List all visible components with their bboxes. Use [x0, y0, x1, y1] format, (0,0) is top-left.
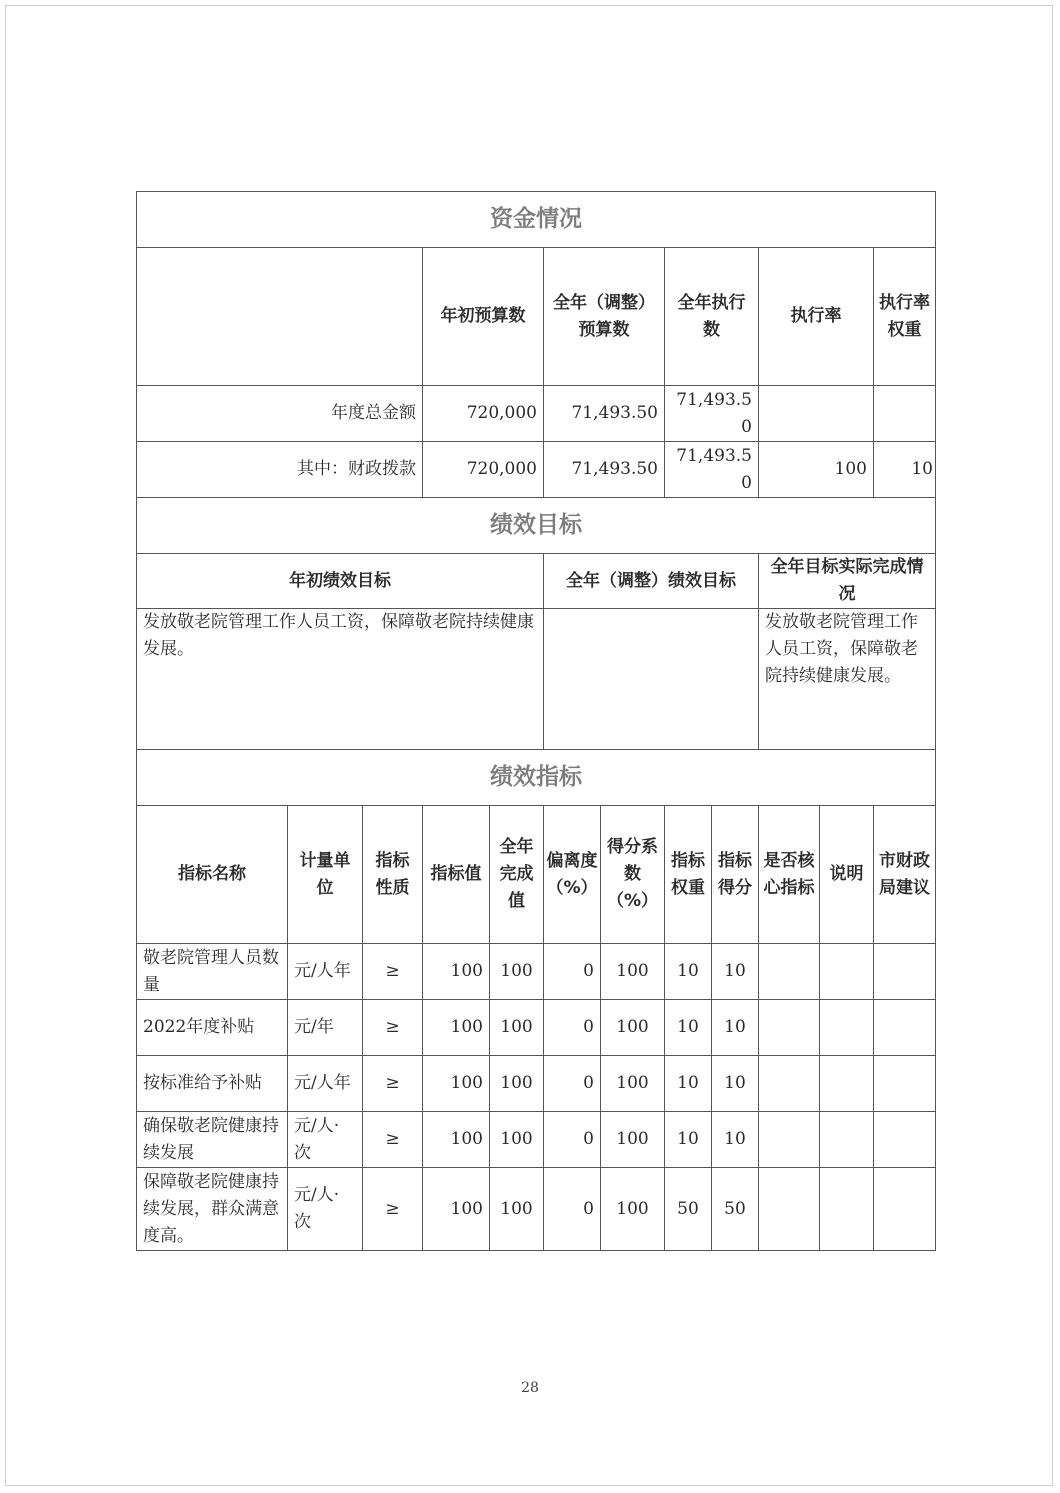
ind-header-unit: 计量单位 — [288, 806, 363, 944]
funds-initial-value: 720,000 — [423, 442, 544, 498]
funds-executed-value: 71,493.50 — [665, 442, 759, 498]
ind-nature: ≥ — [363, 1000, 423, 1056]
goals-initial-text: 发放敬老院管理工作人员工资，保障敬老院持续健康发展。 — [137, 609, 544, 750]
ind-completed: 100 — [490, 1168, 544, 1251]
ind-score: 10 — [712, 1112, 759, 1168]
ind-header-advice: 市财政局建议 — [874, 806, 936, 944]
funds-rate-value — [759, 386, 874, 442]
ind-coef: 100 — [601, 1168, 665, 1251]
ind-header-coef: 得分系数（%） — [601, 806, 665, 944]
funds-header-blank — [137, 248, 423, 386]
ind-advice — [874, 944, 936, 1000]
funds-header-executed: 全年执行数 — [665, 248, 759, 386]
ind-weight: 10 — [665, 1112, 712, 1168]
funds-weight-value — [874, 386, 936, 442]
funds-header-initial: 年初预算数 — [423, 248, 544, 386]
ind-completed: 100 — [490, 1056, 544, 1112]
ind-coef: 100 — [601, 1112, 665, 1168]
funds-header-row — [137, 248, 936, 386]
ind-completed: 100 — [490, 944, 544, 1000]
funds-adjusted-value: 71,493.50 — [544, 442, 665, 498]
ind-nature: ≥ — [363, 1112, 423, 1168]
funds-section-title: 资金情况 — [137, 192, 936, 248]
ind-deviation: 0 — [544, 944, 601, 1000]
ind-unit: 元/人·次 — [288, 1168, 363, 1251]
ind-nature: ≥ — [363, 1168, 423, 1251]
ind-unit: 元/人·次 — [288, 1112, 363, 1168]
indicators-section-title: 绩效指标 — [137, 750, 936, 806]
ind-core — [759, 1056, 820, 1112]
ind-unit: 元/人年 — [288, 944, 363, 1000]
ind-header-value: 指标值 — [423, 806, 490, 944]
ind-score: 50 — [712, 1168, 759, 1251]
ind-header-note: 说明 — [820, 806, 874, 944]
ind-core — [759, 1168, 820, 1251]
ind-name: 敬老院管理人员数量 — [137, 944, 288, 1000]
goals-header-initial: 年初绩效目标 — [137, 554, 544, 609]
ind-completed: 100 — [490, 1000, 544, 1056]
indicator-row — [137, 944, 936, 1000]
ind-nature: ≥ — [363, 944, 423, 1000]
ind-note — [820, 1000, 874, 1056]
goals-header-row — [137, 554, 936, 609]
ind-deviation: 0 — [544, 1000, 601, 1056]
goals-section-title: 绩效目标 — [137, 498, 936, 554]
ind-header-score: 指标得分 — [712, 806, 759, 944]
ind-nature: ≥ — [363, 1056, 423, 1112]
ind-core — [759, 944, 820, 1000]
funds-executed-value: 71,493.50 — [665, 386, 759, 442]
performance-form — [136, 191, 936, 1251]
indicator-row — [137, 1112, 936, 1168]
ind-advice — [874, 1000, 936, 1056]
ind-coef: 100 — [601, 944, 665, 1000]
ind-weight: 50 — [665, 1168, 712, 1251]
ind-weight: 10 — [665, 944, 712, 1000]
ind-header-name: 指标名称 — [137, 806, 288, 944]
funds-row-label: 年度总金额 — [137, 386, 423, 442]
ind-value: 100 — [423, 1000, 490, 1056]
indicator-row — [137, 1168, 936, 1251]
indicator-row — [137, 1056, 936, 1112]
funds-rate-value: 100 — [759, 442, 874, 498]
indicators-header-row — [137, 806, 936, 944]
ind-value: 100 — [423, 1168, 490, 1251]
ind-value: 100 — [423, 1056, 490, 1112]
ind-weight: 10 — [665, 1056, 712, 1112]
funds-row-total — [137, 386, 936, 442]
funds-header-weight: 执行率权重 — [874, 248, 936, 386]
ind-name: 保障敬老院健康持续发展，群众满意度高。 — [137, 1168, 288, 1251]
goals-header-adjusted: 全年（调整）绩效目标 — [544, 554, 759, 609]
ind-score: 10 — [712, 944, 759, 1000]
ind-score: 10 — [712, 1056, 759, 1112]
funds-initial-value: 720,000 — [423, 386, 544, 442]
ind-deviation: 0 — [544, 1056, 601, 1112]
goals-adjusted-text — [544, 609, 759, 750]
ind-advice — [874, 1056, 936, 1112]
ind-note — [820, 1112, 874, 1168]
page-number: 28 — [521, 1380, 539, 1396]
ind-note — [820, 1168, 874, 1251]
goals-actual-text: 发放敬老院管理工作人员工资，保障敬老院持续健康发展。 — [759, 609, 936, 750]
indicator-row — [137, 1000, 936, 1056]
goals-content-row — [137, 609, 936, 750]
funds-weight-value: 10 — [874, 442, 936, 498]
ind-advice — [874, 1168, 936, 1251]
ind-name: 按标准给予补贴 — [137, 1056, 288, 1112]
ind-value: 100 — [423, 1112, 490, 1168]
ind-core — [759, 1112, 820, 1168]
ind-coef: 100 — [601, 1056, 665, 1112]
ind-header-weight: 指标权重 — [665, 806, 712, 944]
ind-weight: 10 — [665, 1000, 712, 1056]
ind-unit: 元/人年 — [288, 1056, 363, 1112]
funds-header-adjusted: 全年（调整）预算数 — [544, 248, 665, 386]
ind-advice — [874, 1112, 936, 1168]
ind-score: 10 — [712, 1000, 759, 1056]
ind-deviation: 0 — [544, 1112, 601, 1168]
ind-unit: 元/年 — [288, 1000, 363, 1056]
ind-completed: 100 — [490, 1112, 544, 1168]
funds-adjusted-value: 71,493.50 — [544, 386, 665, 442]
funds-row-fiscal — [137, 442, 936, 498]
ind-header-nature: 指标性质 — [363, 806, 423, 944]
ind-value: 100 — [423, 944, 490, 1000]
ind-header-core: 是否核心指标 — [759, 806, 820, 944]
ind-name: 2022年度补贴 — [137, 1000, 288, 1056]
funds-header-rate: 执行率 — [759, 248, 874, 386]
ind-header-completed: 全年完成值 — [490, 806, 544, 944]
ind-core — [759, 1000, 820, 1056]
ind-name: 确保敬老院健康持续发展 — [137, 1112, 288, 1168]
ind-header-deviation: 偏离度（%） — [544, 806, 601, 944]
ind-note — [820, 1056, 874, 1112]
funds-row-label: 其中：财政拨款 — [137, 442, 423, 498]
ind-deviation: 0 — [544, 1168, 601, 1251]
ind-note — [820, 944, 874, 1000]
ind-coef: 100 — [601, 1000, 665, 1056]
goals-header-actual: 全年目标实际完成情况 — [759, 554, 936, 609]
